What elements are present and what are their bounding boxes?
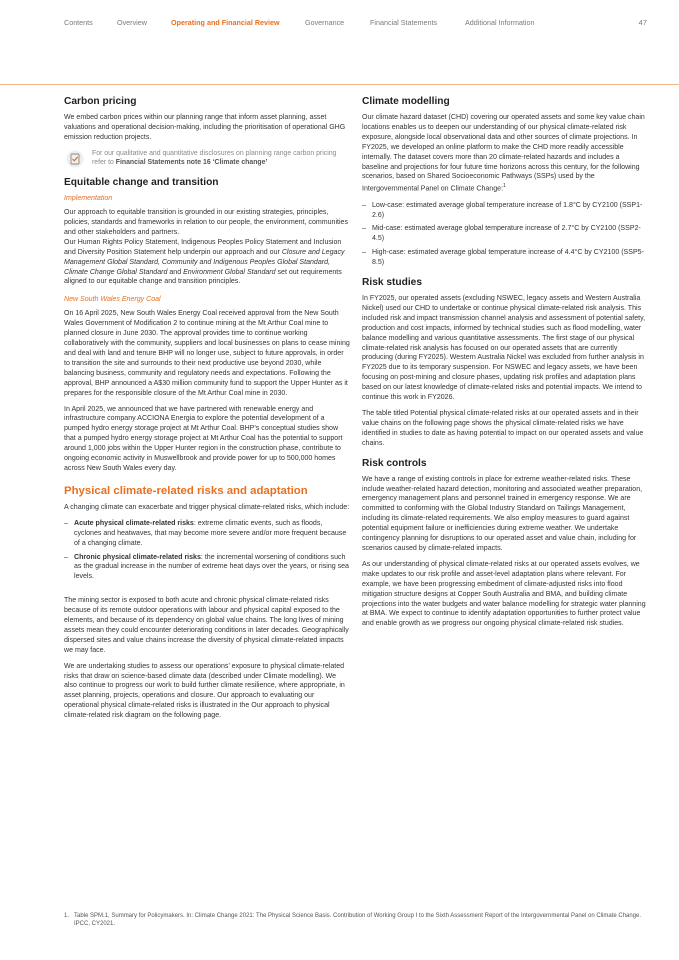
nav-operating-financial-review[interactable]: Operating and Financial Review bbox=[171, 18, 280, 27]
nsw-paragraph-2: In April 2025, we announced that we have partnered with renewable energy and infrastructure company ACCIONA Energia to explore the potential development of a pumped hydro energy storage project at Mt Arthur Coal. BHP’s conceptual studies show that a pumped hydro energy storage project at Mt Arthur Coal has the potential to support around 1,000 jobs within the Upper Hunter region in the construction phase, contribute to ongoing economic activity in Muswellbrook and provide power for up to 500,000 homes across New South Wales every day. bbox=[64, 405, 343, 472]
nsw-energy-coal-subheading: New South Wales Energy Coal bbox=[64, 296, 161, 304]
physical-risks-heading: Physical climate-related risks and adaptation bbox=[64, 484, 308, 497]
equitable-paragraph-2: Our Human Rights Policy Statement, Indigenous Peoples Policy Statement and Inclusion and Diversity Position Statement help underpin our approach and our Closure and Legacy Management Global Standard, Community and Indigenous Peoples Global Standard, Climate Change Global Standard and Environment Global Standard set out requirements aligned to our equitable change and transition principles. bbox=[64, 238, 345, 286]
list-item: – Chronic physical climate-related risks: the incremental worsening of conditions such as the gradual increase in the number of extreme heat days over the years, or rising sea levels. bbox=[64, 553, 349, 581]
checklist-icon bbox=[66, 150, 84, 168]
footnote-marker: 1 bbox=[503, 183, 506, 190]
footnote bbox=[64, 912, 646, 928]
climate-modelling-heading: Climate modelling bbox=[362, 96, 450, 107]
risk-studies-paragraph-2: The table titled Potential physical climate-related risks at our operated assets and in their value chains on the following page shows the physical climate-related risks we have identified in studies to date as having potential to impact on our operated assets and value chains. bbox=[362, 410, 644, 447]
physical-risks-intro: A changing climate can exacerbate and trigger physical climate-related risks, which include: bbox=[64, 503, 350, 511]
right-column bbox=[362, 96, 646, 635]
header-divider bbox=[0, 84, 679, 85]
list-item: – High-case: estimated average global temperature increase of 4.4°C by CY2100 (SSP5-8.5) bbox=[362, 249, 644, 267]
list-item: – Acute physical climate-related risks: extreme climatic events, such as floods, cyclones and heatwaves, that may become more severe and/or more frequent because of a changing climate. bbox=[64, 519, 347, 547]
list-item: – Low-case: estimated average global temperature increase of 1.8°C by CY2100 (SSP1-2.6) bbox=[362, 201, 643, 219]
equitable-paragraph-1: Our approach to equitable transition is grounded in our existing strategies, principles, policies, standards and frameworks in relation to our people, the environment, communities and other stakeholders and partners. bbox=[64, 209, 348, 236]
nav-governance[interactable]: Governance bbox=[305, 18, 345, 27]
risk-studies-paragraph-1: In FY2025, our operated assets (excluding NSWEC, legacy assets and Western Australia Nickel) used our CHD to undertake or continue physical climate-related risk analysis. This included risk and impact transmission channel analysis and assessment of potential safety, production and cost impacts, informed by technical studies such as flood modelling, water balance modelling and various quantitative assessments. The first stage of our physical climate-related risk analysis has focused on our operated assets that are currently producing (during FY2025). Western Australia Nickel was excluded from further analysis in FY2025 due to its temporary suspension. For NSWEC and legacy assets, we have been focusing on post-mining and closure phases, updating risk profiles and adaptation plans based on our latest knowledge of climate-related risks and potential impacts. We intend to continue this work in FY2026. bbox=[362, 295, 646, 402]
footnote-number: 1. bbox=[64, 913, 70, 919]
physical-risks-paragraph-2: We are undertaking studies to assess our operations’ exposure to physical climate-related risks that draw on science-based climate data (described under Climate modelling). We also continue to progress our work to build further climate resilience, where appropriate, in asset planning, projects, operations and closure. Our approach to evaluating our operational physical climate-related risks is illustrated in the Our approach to physical climate-related risk diagram on the following page. bbox=[64, 662, 345, 720]
risk-controls-paragraph-1: We have a range of existing controls in place for extreme weather-related risks. These include weather-related hazard detection, monitoring and associated weather preparation, emergency management plans and personnel trained in emergency response. We are committed to conforming with the Global Industry Standard on Tailings Management, including its climate-related requirements. We also employ measures to guard against potential equipment failure or inefficiencies during extreme weather. We undertake contingency planning for disruptions to our operated asset and value chain, including for scenarios caused by climate-related impacts. bbox=[362, 475, 643, 552]
nav-financial-statements[interactable]: Financial Statements bbox=[370, 18, 438, 27]
risk-studies-heading: Risk studies bbox=[362, 277, 423, 289]
nav-overview[interactable]: Overview bbox=[117, 18, 147, 27]
risk-controls-heading: Risk controls bbox=[362, 457, 427, 469]
left-column bbox=[64, 96, 350, 727]
list-item: – Mid-case: estimated average global temperature increase of 2.7°C by CY2100 (SSP2-4.5) bbox=[362, 225, 641, 243]
scenario-list bbox=[362, 201, 646, 268]
physical-risk-types-list bbox=[64, 519, 350, 582]
page-number: 47 bbox=[638, 18, 647, 27]
nsw-paragraph-1: On 16 April 2025, New South Wales Energy Coal received approval from the New South Wales Government of Modification 2 to continue mining at the Mt Arthur Coal mine to planned closure in June 2030. The approval provides time to continue working collaboratively with the community, suppliers and local businesses on plans to cease mining and deal with land and tenure BHP will no longer use, subject to future approvals, in order to transition the site and surrounds to their next productive use beyond 2030, while balancing business, community and regulatory needs and expectations. Following the approval, BHP announced a A$30 million community fund to support the Upper Hunter as it prepares for the responsible closure of the Mt Arthur Coal mine in 2030. bbox=[64, 310, 350, 397]
nav-contents[interactable]: Contents bbox=[64, 18, 93, 27]
risk-controls-paragraph-2: As our understanding of physical climate-related risks at our operated assets evolves, we make updates to our risk profile and asset-level adaptation plans where relevant. For example, we have been progressing embedment of climate-adjusted risks into flood mitigation structure designs at Copper South Australia and BMA, and building climate projections into the water budgets and water balance modelling for strategic water planning at BMA. We expect to continue to identify adaptation opportunities to further protect value and enable growth as we progress our ongoing physical climate-related risk studies. bbox=[362, 560, 646, 628]
implementation-subheading: Implementation bbox=[64, 195, 113, 203]
reference-text: For our qualitative and quantitative disclosures on planning range carbon pricing refer to bbox=[92, 149, 337, 166]
footnote-text: Table SPM.1, Summary for Policymakers. In: Climate Change 2021: The Physical Science Basis. Contribution of Working Group I to the Sixth Assessment Report of the Intergovernmental Panel on Climate Change. IPCC, CY2021. bbox=[74, 913, 642, 927]
climate-modelling-body: Our climate hazard dataset (CHD) covering our operated assets and some key value chain locations enables us to deepen our understanding of our physical climate-related risk exposure, alongside local observational data and other sources of climate projections. In FY2025, we developed an online platform to make the CHD more readily accessible internally. The dataset covers more than 20 climate-related hazards and includes a baseline and projections for four future time horizons across this century, for the following scenarios, based on Shared Socioeconomic Pathways (SSPs) used by the Intergovernmental Panel on Climate Change:$^1$ bbox=[362, 114, 645, 193]
carbon-pricing-body: We embed carbon prices within our planning range that inform asset planning, asset valuations and operational decision-making, including the prioritisation of operational GHG emission reduction projects. bbox=[64, 114, 346, 141]
reference-link[interactable]: Financial Statements note 16 ‘Climate change’ bbox=[115, 158, 268, 166]
equitable-change-heading: Equitable change and transition bbox=[64, 177, 219, 189]
carbon-pricing-heading: Carbon pricing bbox=[64, 96, 137, 107]
top-navigation bbox=[64, 18, 647, 30]
nav-additional-information[interactable]: Additional Information bbox=[465, 18, 535, 27]
financial-statements-reference[interactable] bbox=[64, 149, 350, 167]
physical-risks-paragraph-1: The mining sector is exposed to both acute and chronic physical climate-related risks because of its remote outdoor operations with labour and physical capital exposed to the elements, and because of its dependency on global value chains. The long lives of mining assets mean they could encounter deteriorating conditions in later decades. Geographically dispersed sites and value chains increase the diversity of physical climate-related impacts we may face. bbox=[64, 597, 349, 654]
